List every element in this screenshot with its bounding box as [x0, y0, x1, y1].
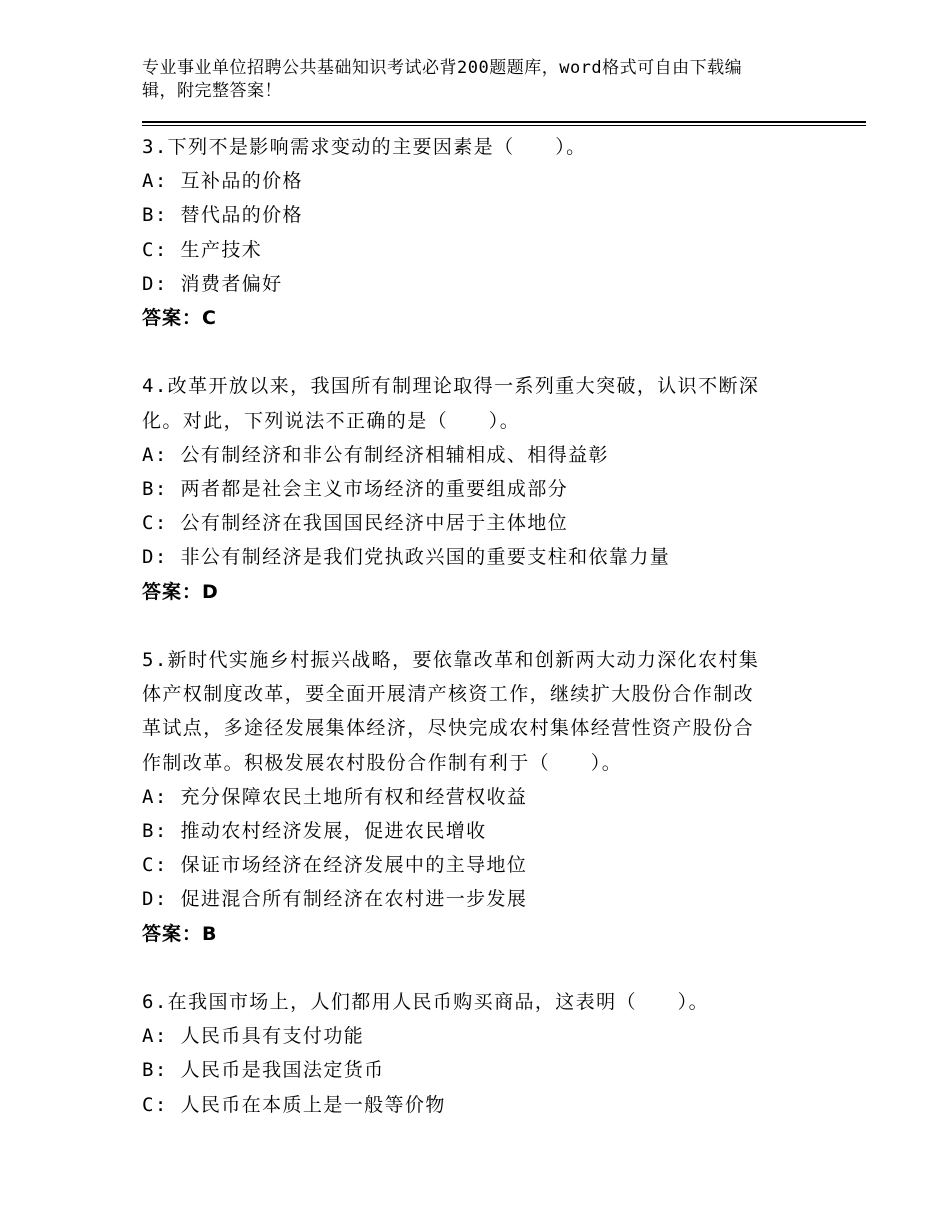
question-5: [142, 643, 832, 951]
question-3: [142, 130, 832, 335]
option-a: A: 互补品的价格: [142, 170, 303, 193]
question-stem: 体产权制度改革，要全面开展清产核资工作，继续扩大股份合作制改: [142, 683, 755, 706]
option-a: A: 人民币具有支付功能: [142, 1025, 365, 1048]
option-b: B: 推动农村经济发展，促进农民增收: [142, 820, 487, 843]
question-4: [142, 369, 832, 608]
option-a: A: 公有制经济和非公有制经济相辅相成、相得益彰: [142, 443, 609, 466]
spacer: [142, 609, 832, 643]
question-stem: 6.在我国市场上，人们都用人民币购买商品，这表明（ ）。: [142, 991, 709, 1014]
option-d: D: 促进混合所有制经济在农村进一步发展: [142, 888, 528, 911]
option-b: B: 替代品的价格: [142, 204, 303, 227]
question-stem: 4.改革开放以来，我国所有制理论取得一系列重大突破，认识不断深: [142, 375, 760, 398]
option-c: C: 生产技术: [142, 238, 263, 261]
header-line-1: 专业事业单位招聘公共基础知识考试必背200题题库，word格式可自由下载编: [142, 58, 743, 78]
question-stem: 化。对此，下列说法不正确的是（ ）。: [142, 409, 521, 432]
question-6: [142, 985, 832, 1122]
question-list: [142, 130, 832, 1122]
question-stem: 5.新时代实施乡村振兴战略，要依靠改革和创新两大动力深化农村集: [142, 649, 760, 672]
spacer: [142, 951, 832, 985]
option-d: D: 消费者偏好: [142, 272, 283, 295]
question-stem: 作制改革。积极发展农村股份合作制有利于（ ）。: [142, 751, 623, 774]
option-b: B: 人民币是我国法定货币: [142, 1059, 385, 1082]
option-c: C: 保证市场经济在经济发展中的主导地位: [142, 854, 528, 877]
answer: 答案：C: [142, 307, 217, 330]
question-stem: 革试点，多途径发展集体经济，尽快完成农村集体经营性资产股份合: [142, 717, 755, 740]
option-b: B: 两者都是社会主义市场经济的重要组成部分: [142, 478, 569, 501]
spacer: [142, 335, 832, 369]
question-stem: 3.下列不是影响需求变动的主要因素是（ ）。: [142, 136, 587, 158]
option-c: C: 人民币在本质上是一般等价物: [142, 1093, 446, 1116]
header-rule-thick: [142, 121, 866, 123]
answer: 答案：D: [142, 580, 219, 603]
header-line-2: 辑，附完整答案！: [142, 81, 282, 101]
option-d: D: 非公有制经济是我们党执政兴国的重要支柱和依靠力量: [142, 546, 671, 569]
option-a: A: 充分保障农民土地所有权和经营权收益: [142, 785, 528, 808]
option-c: C: 公有制经济在我国国民经济中居于主体地位: [142, 512, 569, 535]
document-header: [142, 57, 822, 103]
header-rule-thin: [142, 125, 866, 126]
answer: 答案：B: [142, 922, 218, 945]
